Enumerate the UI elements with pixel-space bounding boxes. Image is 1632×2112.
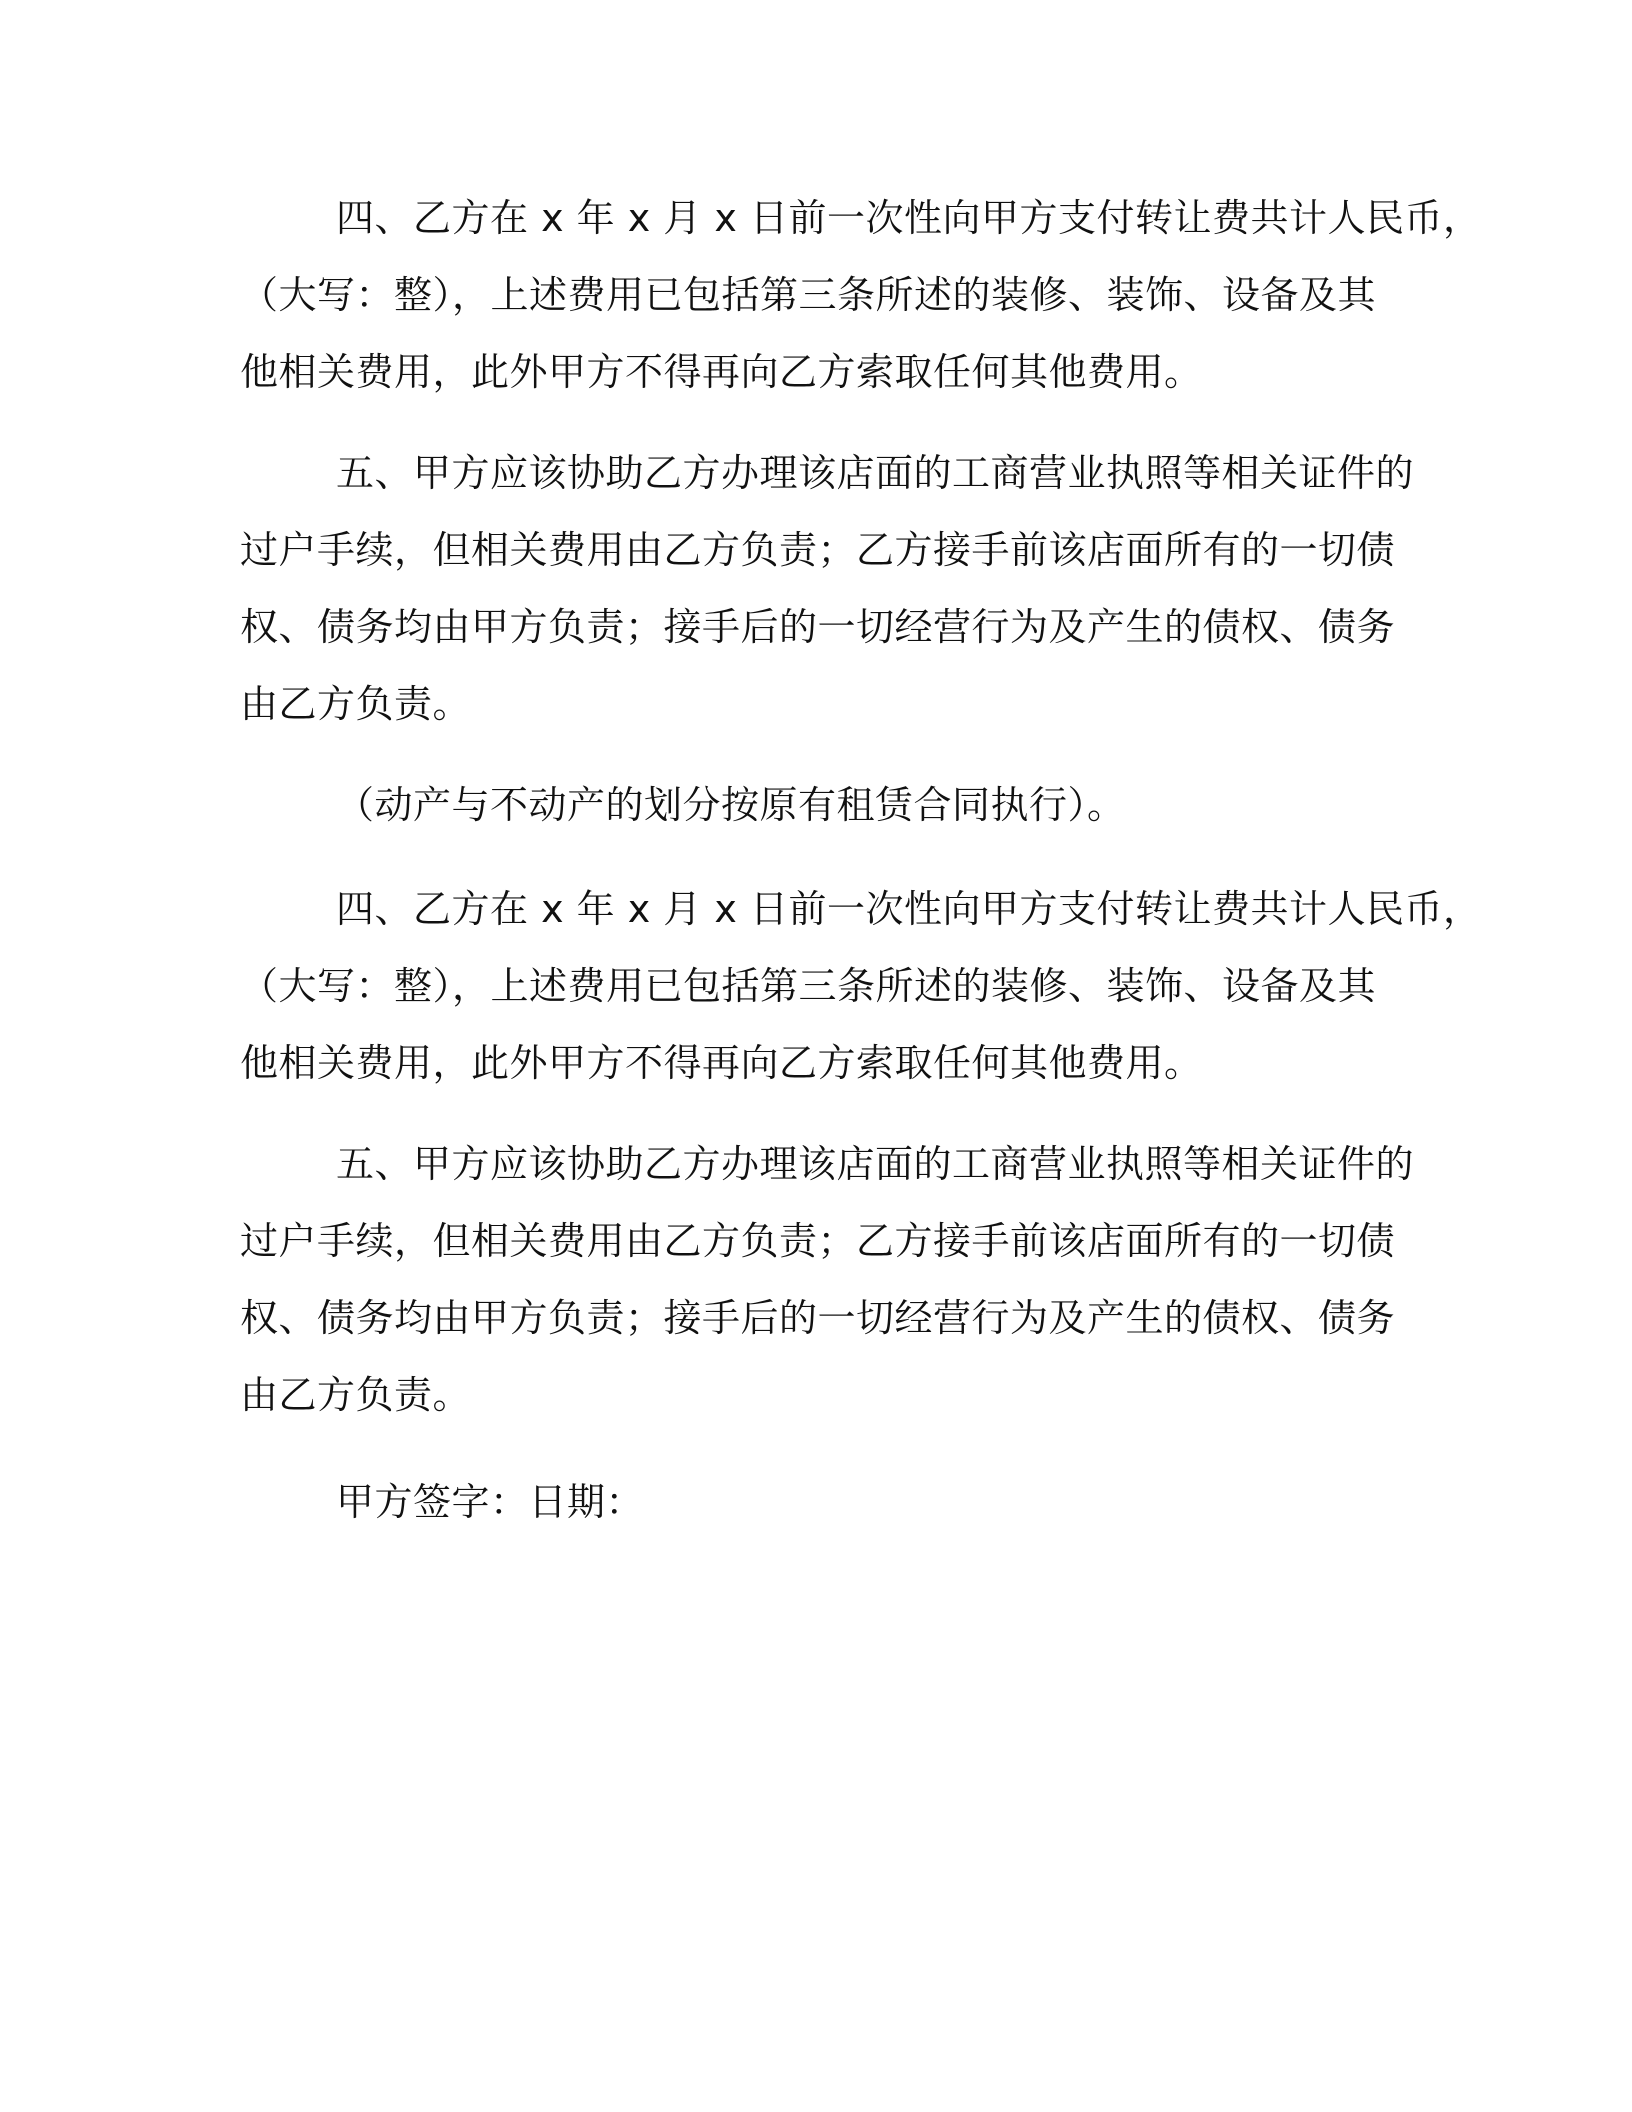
paragraph-4-line-1: 四、乙方在 x 年 x 月 x 日前一次性向甲方支付转让费共计人民币， [336,887,1482,931]
paragraph-4-line-3: 他相关费用，此外甲方不得再向乙方索取任何其他费用。 [240,1041,1203,1085]
paragraph-5-line-4: 由乙方负责。 [240,1373,472,1417]
paragraph-5-line-3: 权、债务均由甲方负责；接手后的一切经营行为及产生的债权、债务 [240,1296,1396,1340]
paragraph-5-line-2: 过户手续，但相关费用由乙方负责；乙方接手前该店面所有的一切债 [240,1219,1396,1263]
paragraph-4-line-2: （大写：整），上述费用已包括第三条所述的装修、装饰、设备及其 [240,964,1377,1008]
paragraph-1-line-1: 四、乙方在 x 年 x 月 x 日前一次性向甲方支付转让费共计人民币， [336,196,1482,240]
paragraph-2-line-4: 由乙方负责。 [240,682,472,726]
paragraph-1-line-3: 他相关费用，此外甲方不得再向乙方索取任何其他费用。 [240,350,1203,394]
paragraph-3-line-1: （动产与不动产的划分按原有租赁合同执行）。 [336,783,1126,827]
paragraph-1-line-2: （大写：整），上述费用已包括第三条所述的装修、装饰、设备及其 [240,273,1377,317]
paragraph-2-line-3: 权、债务均由甲方负责；接手后的一切经营行为及产生的债权、债务 [240,605,1396,649]
signature-date-line: 甲方签字：日期： [336,1480,645,1524]
paragraph-5-line-1: 五、甲方应该协助乙方办理该店面的工商营业执照等相关证件的 [336,1142,1415,1186]
paragraph-2-line-2: 过户手续，但相关费用由乙方负责；乙方接手前该店面所有的一切债 [240,528,1396,572]
paragraph-2-line-1: 五、甲方应该协助乙方办理该店面的工商营业执照等相关证件的 [336,451,1415,495]
